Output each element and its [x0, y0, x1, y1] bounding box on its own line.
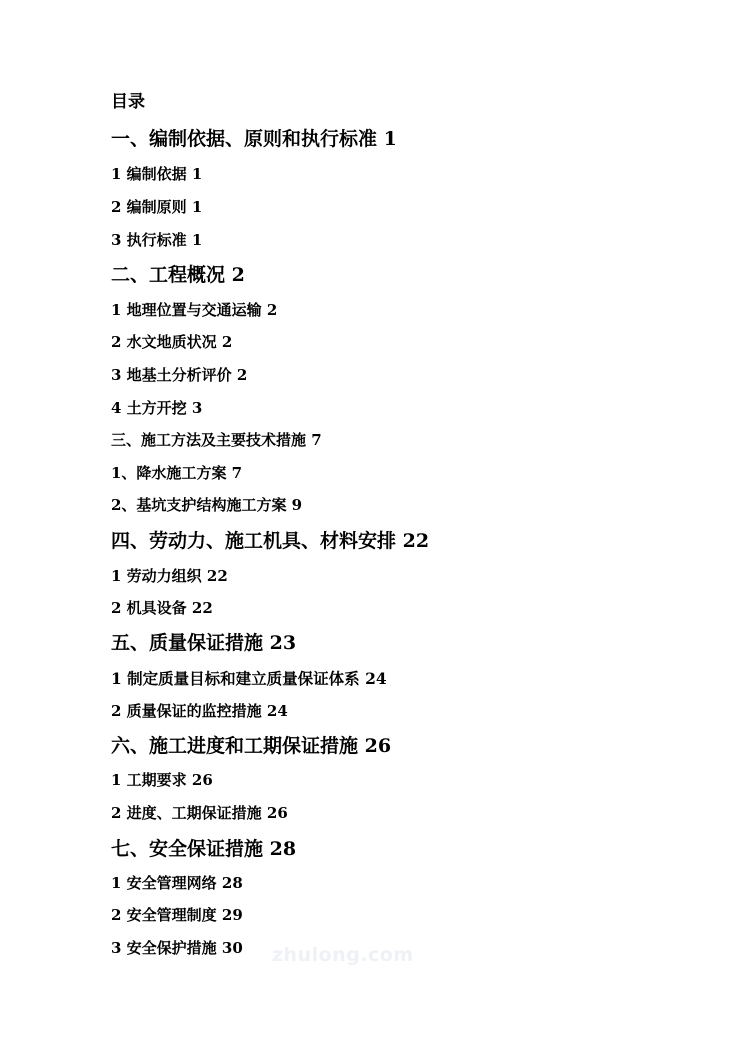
- toc-item-1-2[interactable]: 2 编制原则 1: [111, 198, 203, 216]
- toc-section-2[interactable]: 二、工程概况 2: [111, 264, 245, 286]
- toc-item-6-2[interactable]: 2 进度、工期保证措施 26: [111, 804, 288, 822]
- toc-item-3-1[interactable]: 1、降水施工方案 7: [111, 464, 243, 482]
- toc-item-4-1[interactable]: 1 劳动力组织 22: [111, 567, 228, 585]
- toc-item-5-2[interactable]: 2 质量保证的监控措施 24: [111, 702, 288, 720]
- toc-item-1-1[interactable]: 1 编制依据 1: [111, 165, 203, 183]
- toc-item-4-2[interactable]: 2 机具设备 22: [111, 599, 213, 617]
- toc-item-3-2[interactable]: 2、基坑支护结构施工方案 9: [111, 496, 303, 514]
- toc-item-1-3[interactable]: 3 执行标准 1: [111, 231, 203, 249]
- toc-item-5-1[interactable]: 1 制定质量目标和建立质量保证体系 24: [111, 669, 387, 688]
- toc-section-3[interactable]: 三、施工方法及主要技术措施 7: [111, 431, 322, 449]
- toc-item-7-1[interactable]: 1 安全管理网络 28: [111, 874, 243, 892]
- toc-item-2-4[interactable]: 4 土方开挖 3: [111, 399, 203, 417]
- toc-section-1[interactable]: 一、编制依据、原则和执行标准 1: [111, 128, 397, 150]
- toc-section-4[interactable]: 四、劳动力、施工机具、材料安排 22: [111, 530, 430, 552]
- toc-item-6-1[interactable]: 1 工期要求 26: [111, 771, 213, 789]
- toc-section-6[interactable]: 六、施工进度和工期保证措施 26: [111, 735, 392, 757]
- toc-item-7-2[interactable]: 2 安全管理制度 29: [111, 906, 243, 924]
- toc-item-7-3[interactable]: 3 安全保护措施 30: [111, 939, 243, 957]
- toc-title: 目录: [111, 92, 145, 112]
- toc-item-2-1[interactable]: 1 地理位置与交通运输 2: [111, 301, 278, 319]
- watermark: zhulong.com: [272, 944, 414, 966]
- toc-item-2-2[interactable]: 2 水文地质状况 2: [111, 333, 233, 351]
- toc-section-7[interactable]: 七、安全保证措施 28: [111, 838, 297, 860]
- toc-item-2-3[interactable]: 3 地基土分析评价 2: [111, 366, 248, 384]
- toc-section-5[interactable]: 五、质量保证措施 23: [111, 632, 297, 654]
